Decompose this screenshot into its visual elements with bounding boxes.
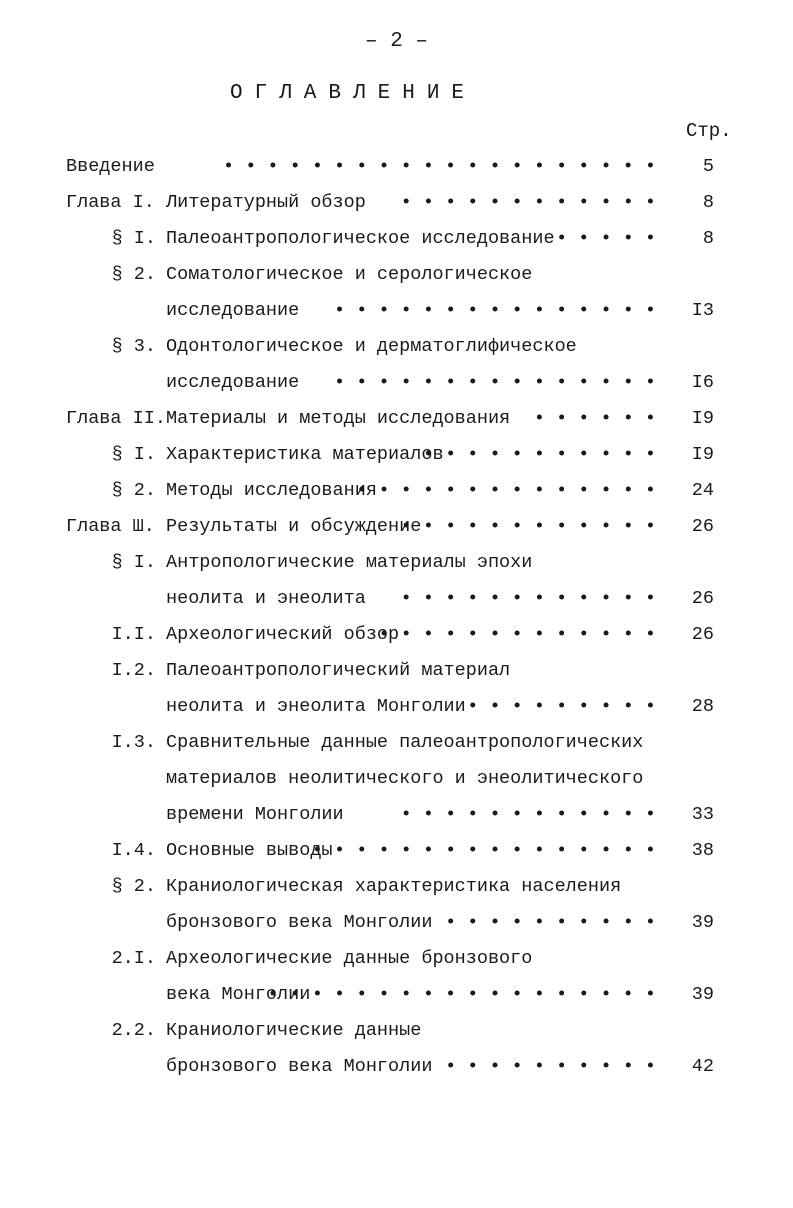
toc-entry-number: I.2. <box>111 660 156 681</box>
toc-entry-title: времени Монголии <box>166 804 344 825</box>
toc-entry-number: I.4. <box>111 840 156 861</box>
toc-entry-page: I6 <box>691 372 714 393</box>
toc-entry-number: § 2. <box>111 264 156 285</box>
toc-entry-title: Краниологические данные <box>166 1020 422 1041</box>
toc-entry-page: 26 <box>691 588 714 609</box>
toc-entry <box>0 509 793 545</box>
toc-entry-number: Глава II. <box>66 408 166 429</box>
toc-entry-title: бронзового века Монголии <box>166 912 433 933</box>
toc-entry <box>0 725 793 761</box>
toc-entry-number: I.I. <box>111 624 156 645</box>
toc-entry-title: Археологические данные бронзового <box>166 948 533 969</box>
toc-entry-title: Литературный обзор <box>166 192 366 213</box>
toc-entry-title: Соматологическое и серологическое <box>166 264 533 285</box>
toc-leader-dots: • • • • • • • • • • • • • • • • <box>311 840 656 861</box>
toc-entry-title: Краниологическая характеристика населения <box>166 876 622 897</box>
toc-entry-number: § I. <box>111 444 156 465</box>
page-column-header: Стр. <box>686 120 732 142</box>
toc-entry-number: Введение <box>66 156 155 177</box>
toc-entry-number: Глава I. <box>66 192 155 213</box>
toc-entry-title: исследование <box>166 300 300 321</box>
toc-entry <box>0 689 793 725</box>
toc-entry-title: Методы исследования <box>166 480 377 501</box>
toc-entry-title: Основные выводы <box>166 840 333 861</box>
toc-entry <box>0 1049 793 1085</box>
toc-entry-page: 24 <box>691 480 714 501</box>
toc-entry-number: Глава Ш. <box>66 516 155 537</box>
toc-entry-page: 39 <box>691 984 714 1005</box>
toc-leader-dots: • • • • • • • • • • • • • • • <box>334 300 656 321</box>
toc-entry <box>0 149 793 185</box>
toc-entry <box>0 581 793 617</box>
toc-entry-page: 28 <box>691 696 714 717</box>
toc-leader-dots: • • • • • <box>556 228 656 249</box>
toc-entry-number: § 3. <box>111 336 156 357</box>
table-of-contents <box>0 149 793 1085</box>
toc-entry-title: бронзового века Монголии <box>166 1056 433 1077</box>
toc-leader-dots: • • • • • • • • • • • • • • <box>356 480 656 501</box>
toc-entry-page: 39 <box>691 912 714 933</box>
toc-entry-page: 8 <box>702 192 714 213</box>
toc-entry <box>0 401 793 437</box>
toc-entry-title: материалов неолитического и энеолитического <box>166 768 644 789</box>
toc-leader-dots: • • • • • • • • • • • • <box>400 516 656 537</box>
toc-leader-dots: • • • • • • • • • • • • <box>400 588 656 609</box>
toc-entry-page: 38 <box>691 840 714 861</box>
toc-entry <box>0 329 793 365</box>
toc-entry-title: Результаты и обсуждение <box>166 516 422 537</box>
toc-entry-page: I9 <box>691 408 714 429</box>
toc-entry-title: Палеоантропологический материал <box>166 660 511 681</box>
toc-entry-page: I3 <box>691 300 714 321</box>
toc-entry-title: Характеристика материалов <box>166 444 444 465</box>
toc-leader-dots: • • • • • • • • • • • • • • • • • • • • <box>223 156 656 177</box>
toc-entry <box>0 941 793 977</box>
toc-entry-number: § I. <box>111 228 156 249</box>
toc-entry-number: § 2. <box>111 480 156 501</box>
toc-entry-title: неолита и энеолита Монголии <box>166 696 466 717</box>
toc-entry-title: Археологический обзор <box>166 624 400 645</box>
toc-leader-dots: • • • • • • • • • • • • • • • • • • <box>267 984 656 1005</box>
toc-entry-title: Материалы и методы исследования <box>166 408 511 429</box>
toc-leader-dots: • • • • • • • • • • • • <box>400 192 656 213</box>
toc-entry <box>0 185 793 221</box>
toc-entry-title: Одонтологическое и дерматоглифическое <box>166 336 577 357</box>
toc-entry-page: 33 <box>691 804 714 825</box>
toc-entry-number: § I. <box>111 552 156 573</box>
toc-entry <box>0 365 793 401</box>
toc-entry-title: неолита и энеолита <box>166 588 366 609</box>
page-number: – 2 – <box>364 30 428 53</box>
toc-entry-number: § 2. <box>111 876 156 897</box>
toc-entry-title: Сравнительные данные палеоантропологических <box>166 732 644 753</box>
toc-leader-dots: • • • • • • • • • • • • • • • <box>334 372 656 393</box>
toc-entry <box>0 473 793 509</box>
toc-leader-dots: • • • • • • • • • • <box>445 1056 656 1077</box>
page-title: ОГЛАВЛЕНИЕ <box>230 82 477 105</box>
toc-leader-dots: • • • • • • • • • • <box>445 912 656 933</box>
toc-entry <box>0 293 793 329</box>
toc-entry <box>0 869 793 905</box>
toc-leader-dots: • • • • • • • • • • • <box>422 444 656 465</box>
toc-entry-title: века Монголии <box>166 984 311 1005</box>
toc-entry <box>0 833 793 869</box>
toc-entry-number: 2.I. <box>111 948 156 969</box>
toc-entry-page: 42 <box>691 1056 714 1077</box>
toc-entry <box>0 257 793 293</box>
toc-entry <box>0 761 793 797</box>
toc-entry-title: исследование <box>166 372 300 393</box>
toc-leader-dots: • • • • • • • • • • • • <box>400 804 656 825</box>
toc-entry <box>0 221 793 257</box>
toc-entry <box>0 977 793 1013</box>
toc-entry-page: 26 <box>691 624 714 645</box>
toc-entry <box>0 653 793 689</box>
toc-entry-page: I9 <box>691 444 714 465</box>
toc-leader-dots: • • • • • • <box>533 408 656 429</box>
toc-entry-page: 8 <box>702 228 714 249</box>
toc-entry <box>0 617 793 653</box>
toc-entry-number: I.3. <box>111 732 156 753</box>
toc-entry <box>0 545 793 581</box>
toc-leader-dots: • • • • • • • • • <box>467 696 656 717</box>
toc-entry-page: 5 <box>702 156 714 177</box>
toc-entry-number: 2.2. <box>111 1020 156 1041</box>
toc-leader-dots: • • • • • • • • • • • • • <box>378 624 656 645</box>
toc-entry-page: 26 <box>691 516 714 537</box>
toc-entry <box>0 1013 793 1049</box>
toc-entry-title: Антропологические материалы эпохи <box>166 552 533 573</box>
toc-entry <box>0 437 793 473</box>
toc-entry-title: Палеоантропологическое исследование <box>166 228 555 249</box>
toc-entry <box>0 905 793 941</box>
toc-entry <box>0 797 793 833</box>
